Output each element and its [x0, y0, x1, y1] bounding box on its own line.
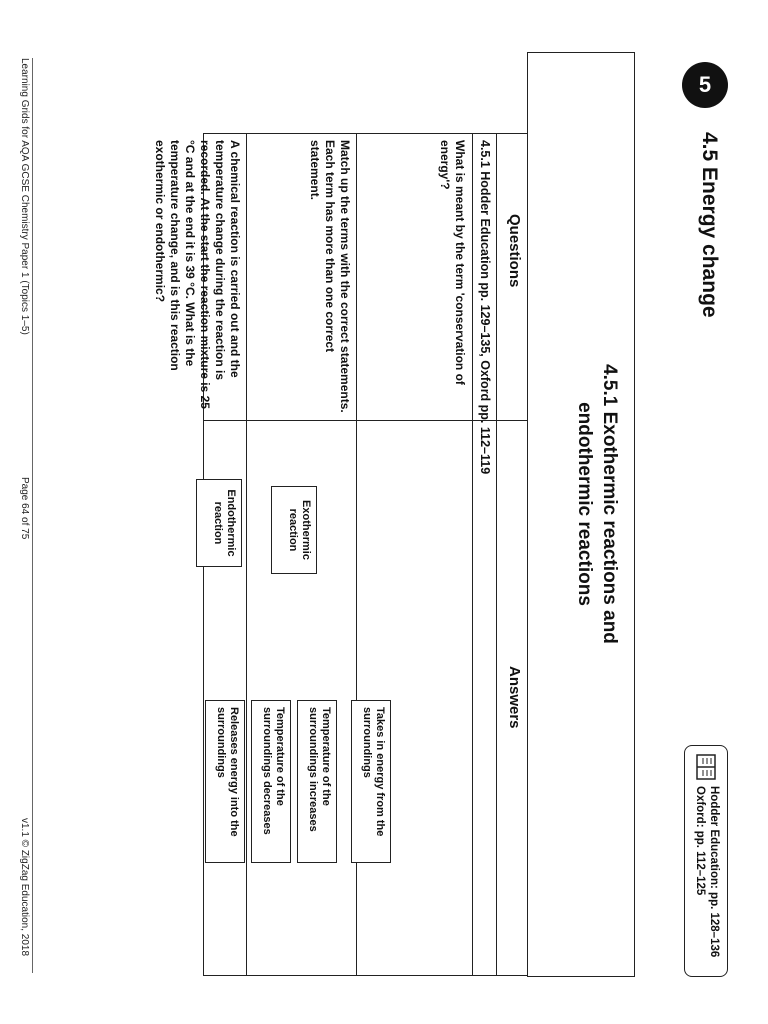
answers-header: Answers	[506, 666, 523, 729]
question-answer-table	[153, 133, 528, 976]
question-1: What is meant by the term 'conservation of energy'?	[438, 140, 467, 385]
reference-box	[684, 745, 728, 977]
book-icon	[693, 754, 719, 780]
section-title-line1: 4.5.1 Exothermic reactions and	[599, 364, 620, 644]
reference-row: 4.5.1 Hodder Education pp. 129–135, Oxford pp. 112–119	[478, 140, 492, 475]
footer-left: Learning Grids for AQA GCSE Chemistry Paper 1 (Topics 1–5)	[19, 58, 30, 335]
reference-text	[693, 786, 721, 957]
reference-hodder: Hodder Education: pp. 128–136	[708, 786, 720, 958]
term-exothermic[interactable]: Exothermic reaction	[271, 486, 317, 574]
question-3: A chemical reaction is carried out and the temperature change during the reaction is recorded. At the start the reaction mixture is 25 °C and at the end it is 39 °C. What is the temperature change, and is this reaction exothermic or endothermic?	[153, 140, 242, 409]
row-divider-2	[246, 134, 247, 975]
reference-row-divider	[472, 134, 473, 975]
page-title: 4.5 Energy change	[698, 132, 721, 318]
term-endothermic[interactable]: Endothermic reaction	[196, 479, 242, 567]
questions-header: Questions	[506, 214, 523, 288]
statement-releases-energy[interactable]: Releases energy into the surroundings	[205, 700, 245, 863]
question-2: Match up the terms with the correct statements. Each term has more than one correct statement.	[308, 140, 352, 413]
topic-number-badge: 5	[682, 62, 728, 108]
footer-copyright: v1.1 © ZigZag Education, 2018	[19, 818, 30, 957]
footer-page-number: Page 64 of 75	[19, 477, 30, 540]
footer-divider	[32, 58, 33, 973]
header-divider	[496, 134, 497, 975]
reference-oxford: Oxford: pp. 112–125	[694, 786, 706, 896]
statement-takes-in-energy[interactable]: Takes in energy from the surroundings	[351, 700, 391, 863]
section-title	[572, 74, 622, 934]
statement-temp-increases[interactable]: Temperature of the surroundings increases	[297, 700, 337, 863]
section-title-line2: endothermic reactions	[574, 402, 595, 606]
statement-temp-decreases[interactable]: Temperature of the surroundings decreases	[251, 700, 291, 863]
